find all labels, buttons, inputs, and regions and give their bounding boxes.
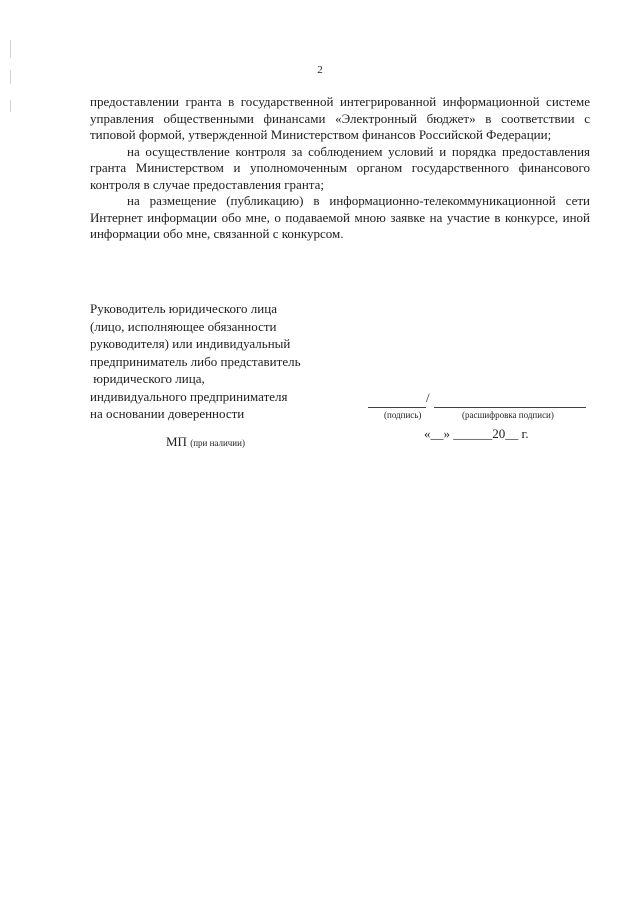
signature-separator: / (426, 390, 430, 405)
stamp-placeholder (166, 434, 245, 450)
scan-artifact (10, 100, 11, 112)
paragraph-publication: на размещение (публикацию) в информационно-телекоммуникационной сети Интернет информации обо мне, о подаваемой мною заявке на участие в конкурсе, иной информации обо мне, связанной с конкурсом. (90, 193, 590, 241)
signer-line: Руководитель юридического лица (90, 301, 277, 316)
signer-block (90, 300, 350, 423)
paragraph-control: на осуществление контроля за соблюдением условий и порядка предоставления гранта Министерством и уполномоченным органом государственного финансового контроля в случае предоставления гранта; (90, 143, 590, 192)
signer-line: руководителя) или индивидуальный (90, 336, 291, 351)
stamp-note: (при наличии) (190, 438, 245, 448)
signature-caption: (подпись) (384, 410, 422, 420)
page-number: 2 (317, 64, 323, 76)
scan-artifact (10, 40, 11, 58)
decoding-caption: (расшифровка подписи) (462, 410, 554, 420)
paragraph-grant-system: предоставлении гранта в государственной интегрированной информационной системе управления общественными финансами «Электронный бюджет» в соответствии с типовой формой, утвержденной Министерством финансов Российской Федерации; (90, 94, 590, 142)
body-text (90, 94, 590, 243)
date-line: «__» ______20__ г. (424, 426, 529, 441)
stamp-label: МП (166, 434, 187, 449)
signer-line: индивидуального предпринимателя (90, 388, 288, 404)
signer-line: юридического лица, (90, 371, 205, 386)
signer-line: предприниматель либо представитель (90, 353, 301, 369)
signature-decoding-line (434, 407, 586, 408)
signer-line: на основании доверенности (90, 406, 245, 421)
signature-line (368, 407, 426, 408)
signer-line: (лицо, исполняющее обязанности (90, 318, 277, 334)
